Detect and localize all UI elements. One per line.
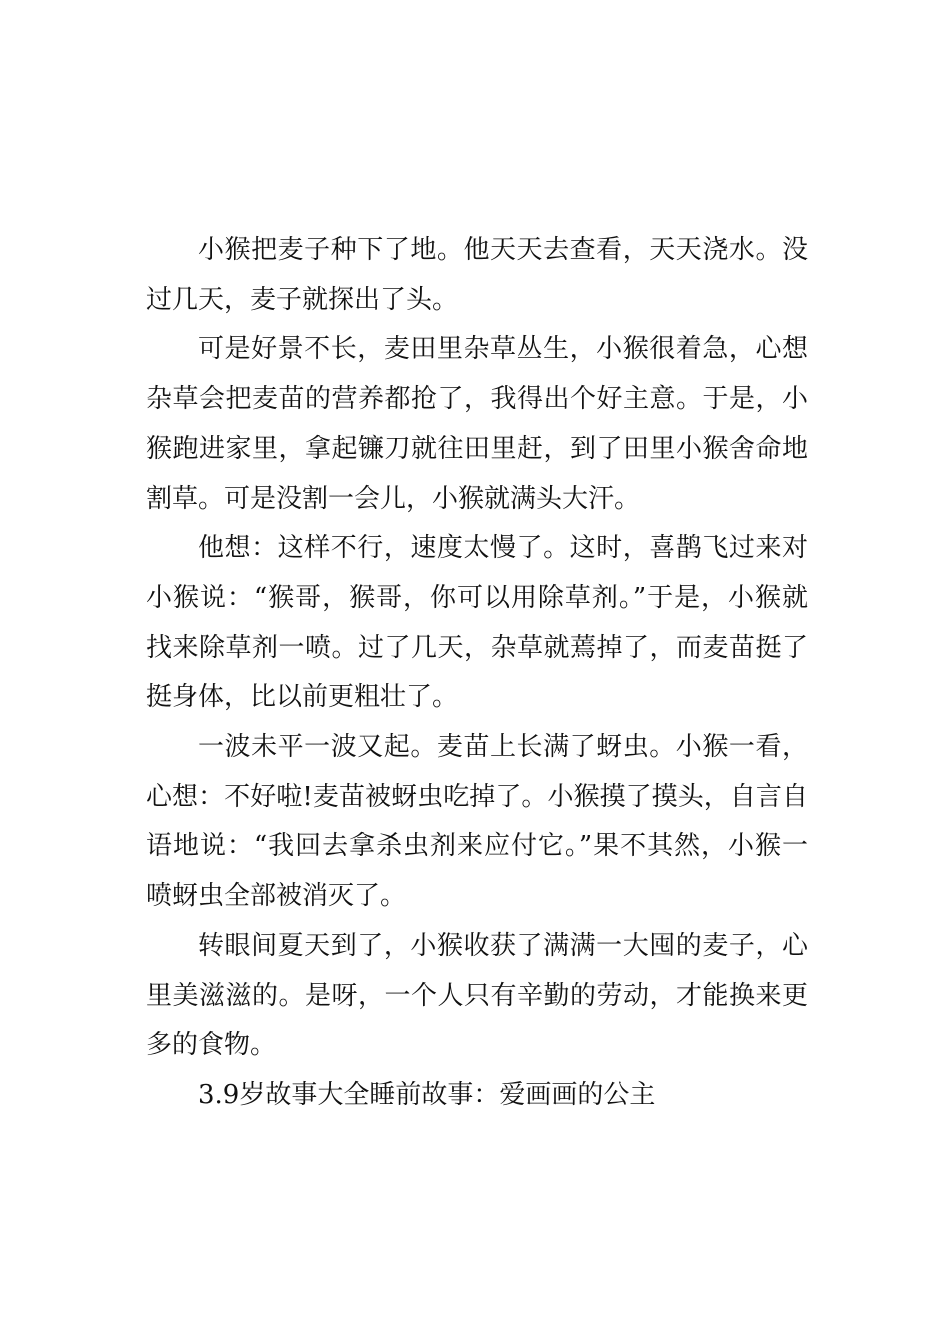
paragraph-5: 转眼间夏天到了，小猴收获了满满一大囤的麦子，心里美滋滋的。是呀，一个人只有辛勤的劳动，才能换来更多的食物。 [146, 930, 808, 1061]
paragraph-1: 小猴把麦子种下了地。他天天去查看，天天浇水。没过几天，麦子就探出了头。 [146, 235, 808, 315]
paragraph-4: 一波未平一波又起。麦苗上长满了蚜虫。小猴一看，心想：不好啦!麦苗被蚜虫吃掉了。小猴摸了摸头，自言自语地说：“我回去拿杀虫剂来应付它。”果不其然，小猴一喷蚜虫全部被消灭了。 [146, 732, 808, 912]
document-body [146, 226, 808, 1121]
paragraph-2: 可是好景不长，麦田里杂草丛生，小猴很着急，心想杂草会把麦苗的营养都抢了，我得出个好主意。于是，小猴跑进家里，拿起镰刀就往田里赶，到了田里小猴舍命地割草。可是没割一会儿，小猴就满头大汗。 [146, 334, 808, 514]
section-heading: 3.9岁故事大全睡前故事：爱画画的公主 [198, 1079, 656, 1110]
paragraph-3: 他想：这样不行，速度太慢了。这时，喜鹊飞过来对小猴说：“猴哥，猴哥，你可以用除草剂。”于是，小猴就找来除草剂一喷。过了几天，杂草就蔫掉了，而麦苗挺了挺身体，比以前更粗壮了。 [146, 533, 808, 713]
